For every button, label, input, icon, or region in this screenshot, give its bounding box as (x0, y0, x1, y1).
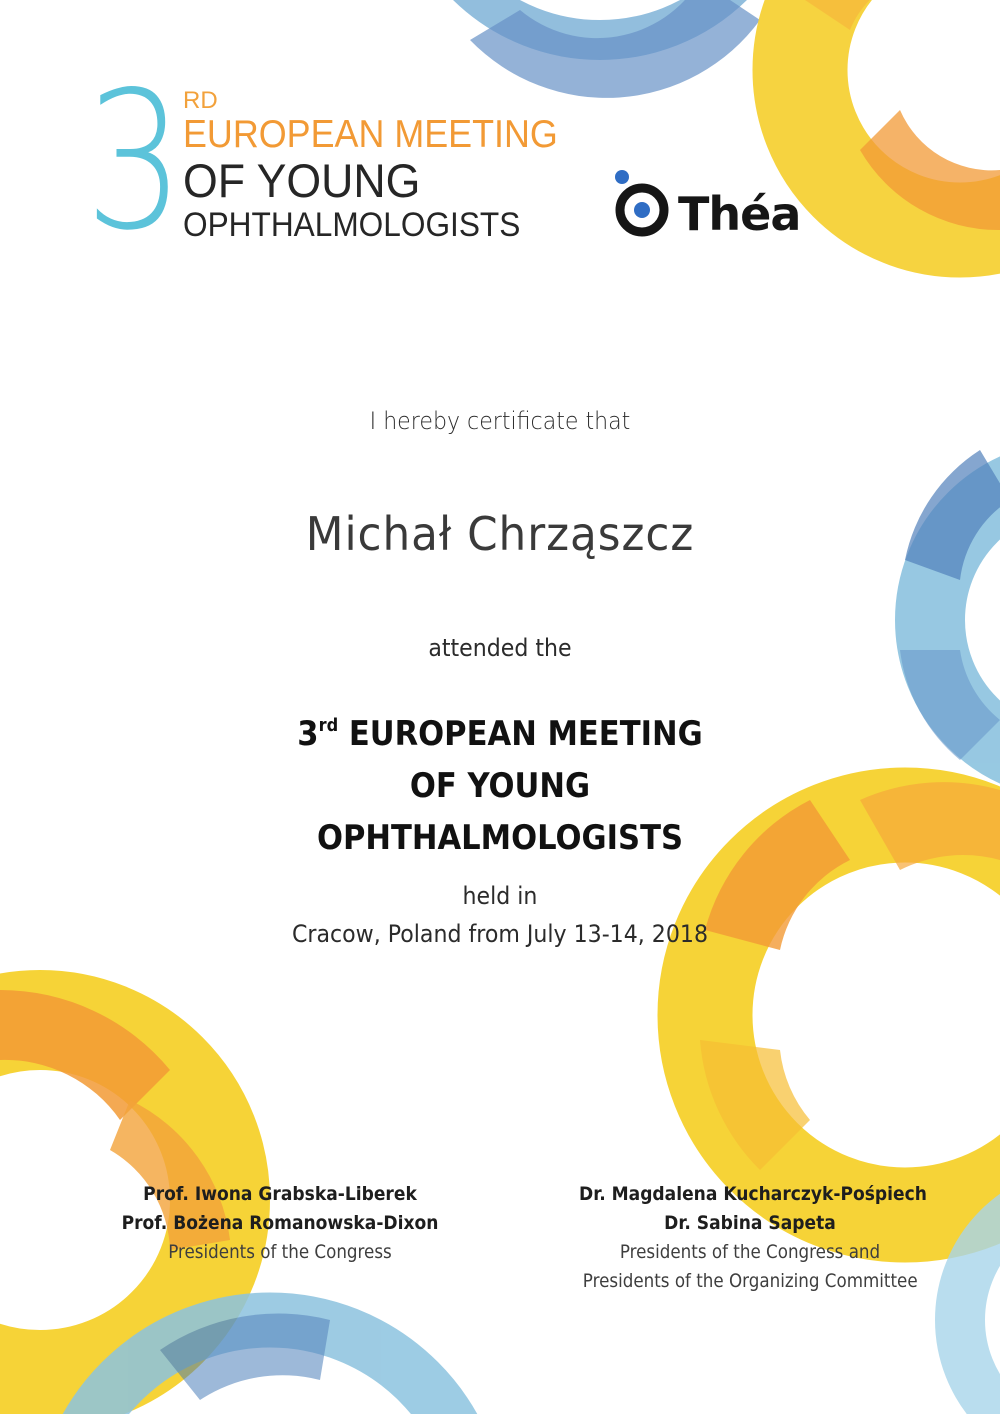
event-logo (85, 51, 585, 272)
attended-label: attended the (428, 634, 572, 662)
event-location-dates: Cracow, Poland from July 13-14, 2018 (291, 920, 709, 948)
event-title-line-1-text: EUROPEAN MEETING (338, 714, 703, 754)
signatory-role: Presidents of the Congress and (619, 1241, 881, 1263)
logo-line-european-meeting: EUROPEAN MEETING (183, 113, 558, 156)
event-title (0, 700, 1000, 864)
certificate-intro: I hereby certificate that (369, 407, 631, 435)
signatory-name: Dr. Sabina Sapeta (664, 1212, 836, 1234)
top-blue-ring (410, 0, 790, 98)
thea-wordmark: Théa (678, 187, 801, 241)
recipient-name: Michał Chrząszcz (305, 507, 695, 561)
signatory-role: Presidents of the Organizing Committee (582, 1270, 918, 1292)
signatory-role: Presidents of the Congress (168, 1241, 392, 1263)
thea-eye-icon (610, 165, 680, 245)
logo-line-ophthalmologists: OPHTHALMOLOGISTS (183, 206, 521, 244)
held-in-label: held in (462, 882, 538, 910)
logo-number-three: 3 (85, 51, 185, 272)
top-right-yellow-ring (790, 0, 1000, 230)
event-title-ordinal-suffix: rd (318, 715, 339, 736)
event-title-line-2: OF YOUNG (409, 766, 591, 806)
event-title-line-1 (50, 700, 950, 760)
signature-block-right (560, 1180, 940, 1296)
signature-block-left (100, 1180, 460, 1267)
signatory-name: Prof. Bożena Romanowska-Dixon (121, 1212, 439, 1234)
thea-sponsor-logo (610, 165, 810, 245)
logo-superscript-rd: RD (183, 87, 218, 114)
signatory-name: Prof. Iwona Grabska-Liberek (143, 1183, 417, 1205)
logo-line-of-young: OF YOUNG (183, 154, 421, 207)
event-title-ordinal: 3 (297, 714, 319, 754)
event-title-line-3: OPHTHALMOLOGISTS (316, 818, 684, 858)
signatory-name: Dr. Magdalena Kucharczyk-Pośpiech (579, 1183, 927, 1205)
